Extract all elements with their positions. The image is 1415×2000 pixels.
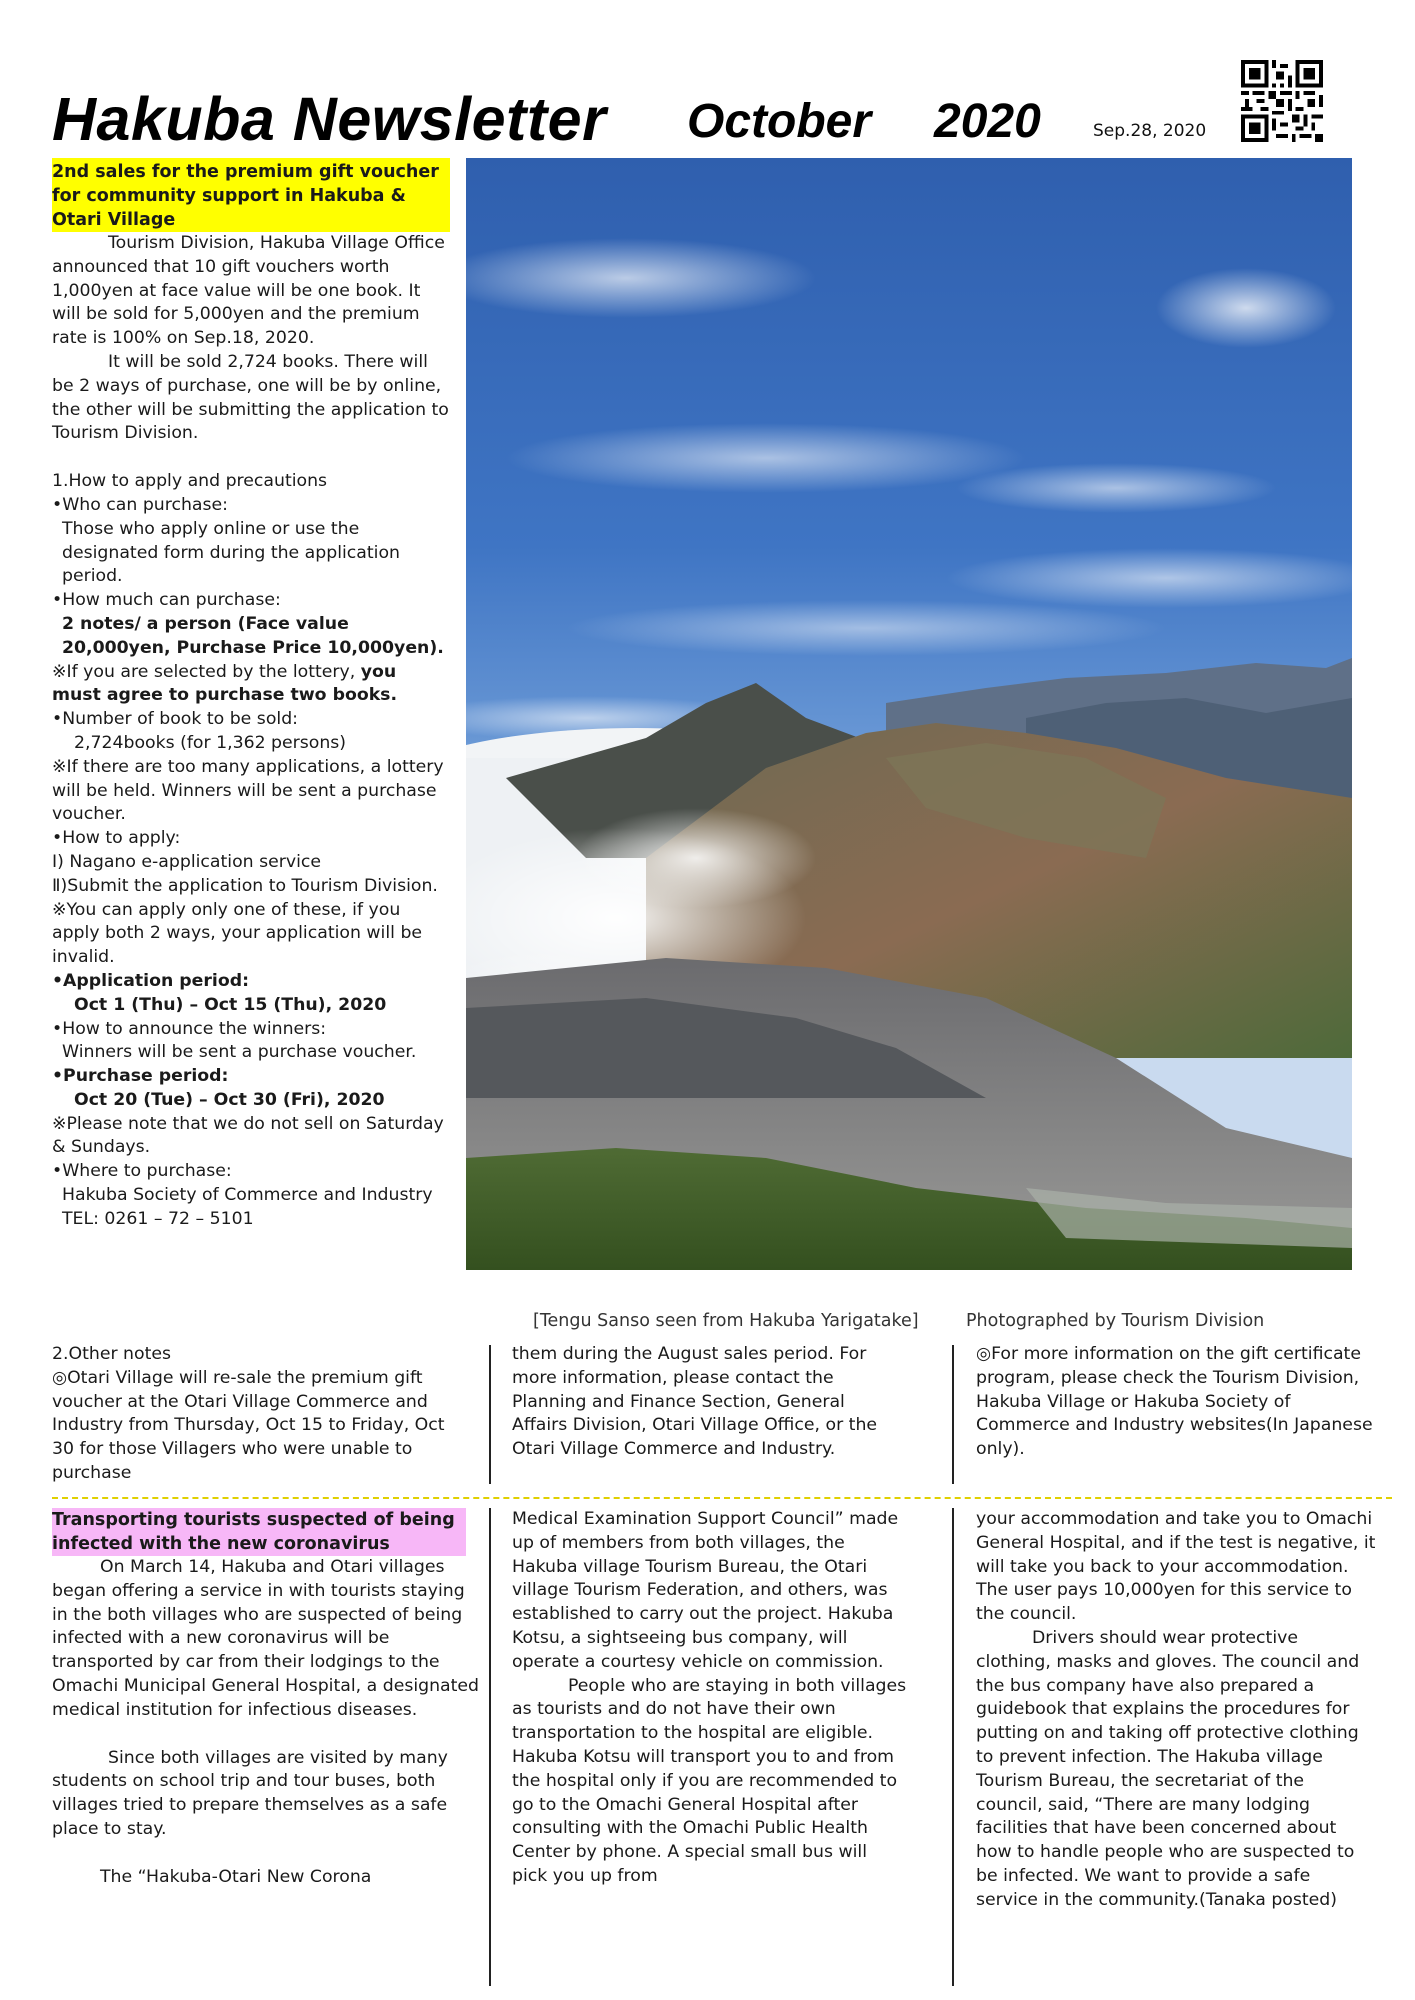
article-paragraph: Since both villages are visited by many students on school trip and tour buses, both villages tried to prepare themselves as a safe place to stay. xyxy=(52,1747,448,1839)
other-note-1-continued: them during the August sales period. For more information, please contact the Planning and Finance Section, General Affairs Division, Otari Village Office, or the Otari Village Commerce and Industry. xyxy=(512,1344,878,1460)
article-paragraph: On March 14, Hakuba and Otari villages began offering a service in with tourists staying in the both villages who are suspected of being infected with a new coronavirus will be transported by car from their lodgings to the Omachi Municipal General Hospital, a designated medical institution for infectious diseases. xyxy=(52,1557,480,1720)
article-transport-column-3 xyxy=(976,1508,1376,1913)
article-paragraph: Drivers should wear protective clothing, masks and gloves. The council and the bus company have also prepared a guidebook that explains the procedures for putting on and taking off protective clothing to prevent infection. The Hakuba village Tourism Bureau, the secretariat of the council, said, “There are many lodging facilities that have been concerned about how to handle people who are suspected to be infected. We want to provide a safe service in the community.(Tanaka posted) xyxy=(976,1627,1360,1910)
photo-caption: [Tengu Sanso seen from Hakuba Yarigatake] xyxy=(533,1311,919,1331)
number-text: 2,724books (for 1,362 persons) xyxy=(74,732,347,753)
column-divider xyxy=(489,1345,491,1484)
issue-year: 2020 xyxy=(934,95,1041,148)
apply-option-2: Ⅱ)Submit the application to Tourism Division. xyxy=(52,875,438,896)
apply-only-note: ※You can apply only one of these, if you apply both 2 ways, your application will be invalid. xyxy=(52,899,423,968)
article-headline: Transporting tourists suspected of being infected with the new coronavirus xyxy=(52,1508,466,1556)
apply-label: •How to apply: xyxy=(52,828,181,849)
article-paragraph: The “Hakuba-Otari New Corona xyxy=(100,1866,372,1887)
application-period: Oct 1 (Thu) – Oct 15 (Thu), 2020 xyxy=(74,994,387,1015)
other-notes-column-3 xyxy=(976,1343,1376,1462)
apply-option-1: Ⅰ) Nagano e-application service xyxy=(52,851,322,872)
article-intro-1: Tourism Division, Hakuba Village Office announced that 10 gift vouchers worth 1,000yen at face value will be one book. It will be sold for 5,000yen and the premium rate is 100% on Sep.18, 2020. xyxy=(52,233,445,349)
application-period-label: •Application period: xyxy=(52,970,249,991)
column-divider xyxy=(952,1508,954,1986)
article-transport-column-2 xyxy=(512,1508,907,1889)
article-paragraph: your accommodation and take you to Omachi General Hospital, and if the test is negative, it will take you back to your accommodation. The user pays 10,000yen for this service to the council. xyxy=(976,1509,1376,1625)
where-text: Hakuba Society of Commerce and Industry xyxy=(62,1185,433,1206)
amount-label: •How much can purchase: xyxy=(52,590,281,611)
newsletter-title: Hakuba Newsletter xyxy=(52,85,607,153)
amount-text: 2 notes/ a person (Face value 20,000yen, Purchase Price 10,000yen). xyxy=(62,613,444,658)
article-gift-voucher xyxy=(52,158,450,1232)
issue-month: October xyxy=(687,95,872,148)
number-label: •Number of book to be sold: xyxy=(52,709,298,730)
purchase-period-label: •Purchase period: xyxy=(52,1066,229,1087)
who-label: •Who can purchase: xyxy=(52,494,228,515)
other-notes-column-2 xyxy=(512,1343,892,1462)
issue-date: Sep.28, 2020 xyxy=(1093,121,1207,141)
section-divider xyxy=(52,1497,1392,1499)
article-paragraph: Medical Examination Support Council” made up of members from both villages, the Hakuba village Tourism Bureau, the Otari village Tourism Federation, and others, was established to carry out the project. Hakuba Kotsu, a sightseeing bus company, will operate a courtesy vehicle on commission. xyxy=(512,1509,899,1672)
lottery-note: ※If you are selected by the lottery, you must agree to purchase two books. xyxy=(52,661,398,706)
column-divider xyxy=(952,1345,954,1484)
photo-credit: Photographed by Tourism Division xyxy=(966,1311,1265,1331)
other-note-2: ◎For more information on the gift certificate program, please check the Tourism Division, Hakuba Village or Hakuba Society of Commerce and Industry websites(In Japanese only). xyxy=(976,1344,1373,1460)
where-label: •Where to purchase: xyxy=(52,1161,232,1182)
announce-label: •How to announce the winners: xyxy=(52,1018,327,1039)
announce-text: Winners will be sent a purchase voucher. xyxy=(62,1042,417,1063)
article-intro-2: It will be sold 2,724 books. There will be 2 ways of purchase, one will be by online, the other will be submitting the application to Tourism Division. xyxy=(52,351,449,444)
other-notes-column-1 xyxy=(52,1343,452,1486)
purchase-period: Oct 20 (Tue) – Oct 30 (Fri), 2020 xyxy=(74,1089,385,1110)
who-text: Those who apply online or use the designated form during the application period. xyxy=(62,518,400,587)
telephone: TEL: 0261 – 72 – 5101 xyxy=(62,1208,254,1229)
article-transport-column-1 xyxy=(52,1508,482,1890)
section-heading: 2.Other notes xyxy=(52,1344,171,1364)
article-paragraph: People who are staying in both villages as tourists and do not have their own transportation to the hospital are eligible. Hakuba Kotsu will transport you to and from the hospital only if you are recommended to go to the Omachi General Hospital after consulting with the Omachi Public Health Center by phone. A special small bus will pick you up from xyxy=(512,1675,907,1886)
mountain-photo xyxy=(466,158,1352,1270)
lottery-held-note: ※If there are too many applications, a lottery will be held. Winners will be sent a purchase voucher. xyxy=(52,756,444,825)
qr-code-icon[interactable] xyxy=(1241,60,1323,142)
weekend-note: ※Please note that we do not sell on Saturday & Sundays. xyxy=(52,1113,444,1158)
section-heading: 1.How to apply and precautions xyxy=(52,471,328,492)
other-note-1: ◎Otari Village will re-sale the premium gift voucher at the Otari Village Commerce and Industry from Thursday, Oct 15 to Friday, Oct 30 for those Villagers who were unable to purchase xyxy=(52,1367,445,1483)
article-headline: 2nd sales for the premium gift voucher for community support in Hakuba & Otari Village xyxy=(52,158,450,232)
column-divider xyxy=(489,1508,491,1986)
